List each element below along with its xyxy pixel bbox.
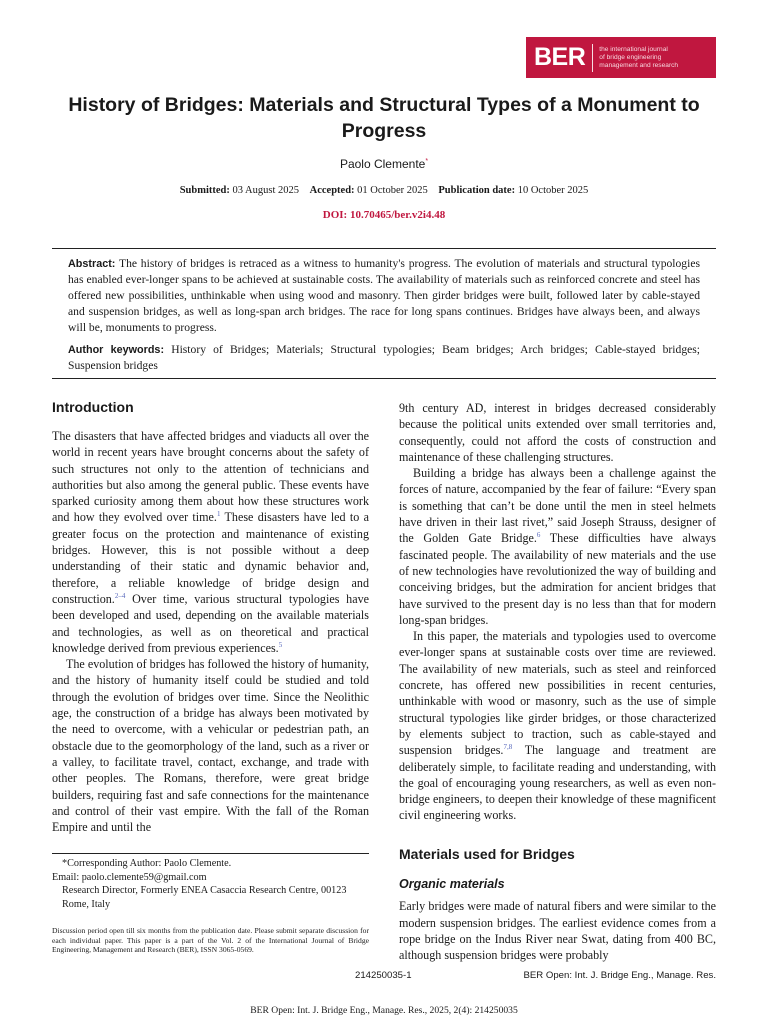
section-heading-materials: Materials used for Bridges [399,845,575,862]
paragraph: The evolution of bridges has followed the history of humanity, and the history of humanity itself could be studied and told through the evolution of bridges over time. Since the Neolithic age, the construction of a bridge has always been motivated by the need to overcome, with a vehicular or pedestrian path, an obstacle due to the geomorphology of the land, such as a river or a valley, to facilitate travel, contact, exchange, and trade with other peoples. The Romans, therefore, were great bridge builders, requiring fast and safe connections for the maintenance and control of their vast empire. With the fall of the Roman Empire and until the [52,657,369,835]
journal-logo: BER [534,43,586,71]
right-column [399,400,716,964]
publication-dates: Submitted: 03 August 2025 Accepted: 01 October 2025 Publication date: 10 October 2025 [179,185,589,196]
keywords-text: History of Bridges; Materials; Structural typologies; Beam bridges; Arch bridges; Cable-stayed bridges; Suspension bridges [68,343,700,372]
citation-ref[interactable]: 5 [278,640,283,649]
paragraph: Early bridges were made of natural fibers and were similar to the modern suspension bridges. The earliest evidence comes from a rope bridge on the Indus River near Swat, dating from 400 BC, although suspension bridges were probably [399,899,716,963]
corresponding-author: *Corresponding Author: Paolo Clemente. [62,858,232,869]
author-email: Email: paolo.clemente59@gmail.com [52,871,207,883]
citation-line: BER Open: Int. J. Bridge Eng., Manage. Res., 2025, 2(4): 214250035 [250,1005,518,1016]
section-heading-introduction: Introduction [52,399,134,415]
citation-ref[interactable]: 6 [536,531,541,540]
keywords-label: Author keywords: [68,344,165,356]
subsection-heading-organic: Organic materials [399,877,505,892]
abstract-top-rule [52,248,716,249]
abstract-text: The history of bridges is retraced as a witness to humanity's progress. The evolution of materials and structural typologies has enabled ever-longer spans to be achieved at sustainable costs. The availability of materials such as reinforced concrete and steel has offered new possibilities, unthinkable when using wood and masonry. Then girder bridges were built, followed later by cable-stayed and suspension bridges, as well as long-span arch bridges. The race for long spans continues. Bridges have always been, and always will be, monuments to progress. [68,257,700,334]
discussion-note: Discussion period open till six months from the publication date. Please submit separate discussion for each individual paper. This paper is a part of the Vol. 2 of the International Journal of Bridge Engineering, Management and Research (BER), ISSN 3065-0569. [52,926,369,955]
abstract [68,256,700,336]
article-title: History of Bridges: Materials and Structural Types of a Monument to Progress [68,94,700,142]
citation-ref[interactable]: 7,8 [503,743,513,752]
doi-link[interactable]: DOI: 10.70465/ber.v2i4.48 [322,209,446,221]
citation-ref[interactable]: 1 [216,510,221,519]
journal-banner [526,37,716,78]
running-head: BER Open: Int. J. Bridge Eng., Manage. Res. [523,970,716,981]
footnote-rule [52,853,369,854]
footnote [52,857,369,911]
paragraph: Building a bridge has always been a challenge against the forces of nature, accompanied by the fear of failure: “Every span is something that can’t be done until the men in steel helmets have driven in their last rivet,” said Joseph Strauss, designer of the Golden Gate Bridge.$^6$ These difficulties have always fascinated people. The availability of new materials and the use of new technologies have revolutionized the way of building and conceiving bridges, but the admiration for ancient bridges that have survived to the present day is no less than that for modern long-span bridges. [399,466,716,627]
page-number: 214250035-1 [355,970,412,981]
paragraph: In this paper, the materials and typologies used to overcome ever-longer spans at sustainable costs over time are reviewed. The availability of new materials, such as steel and reinforced concrete, has offered new possibilities in recent centuries, unthinkable with wood or masonry, such as the use of simple structural typologies like girder bridges, or those characterized by elements subject to traction, such as cable-stayed and suspension bridges.$^{7,8}$ The language and treatment are deliberately simple, to facilitate reading and understanding, with the goal of encouraging young researchers, as well as even non-bridge engineers, to deepen their knowledge of these magnificent civil engineering works. [399,629,716,823]
author-line [0,157,768,171]
paragraph: 9th century AD, interest in bridges decreased considerably because the political units extended over small territories and, consequently, could not afford the costs of construction and maintenance of these challenging structures. [399,401,716,464]
citation-ref[interactable]: 2–4 [114,591,126,600]
journal-tagline: the international journal of bridge engineering management and research [599,45,679,69]
author-name: Paolo Clemente [339,157,426,171]
author-affiliation: Research Director, Formerly ENEA Casaccia Research Centre, 00123 Rome, Italy [62,885,347,910]
keywords [68,342,700,374]
banner-divider [592,44,593,72]
paragraph: The disasters that have affected bridges and viaducts all over the world in recent years have brought concerns about the safety of such structures not only to the attention of technicians and authorities but also among the general public. These events have sparked curiosity among them about how these structures work and how they evolved over time.$^1$ These disasters have led to a greater focus on the protection and maintenance of existing bridges. However, this is not possible without a deep understanding of their static and dynamic behavior and, therefore, a reliable knowledge of bridge design and construction.$^{2-4}$ Over time, various structural typologies have been developed and used, depending on the available materials and technologies, as well as on theoretical and practical knowledge derived from previous experiences.$^5$ [52,429,369,655]
abstract-label: Abstract: [68,258,116,270]
corresponding-mark: * [425,158,429,165]
abstract-bottom-rule [52,378,716,379]
left-column [52,428,369,835]
